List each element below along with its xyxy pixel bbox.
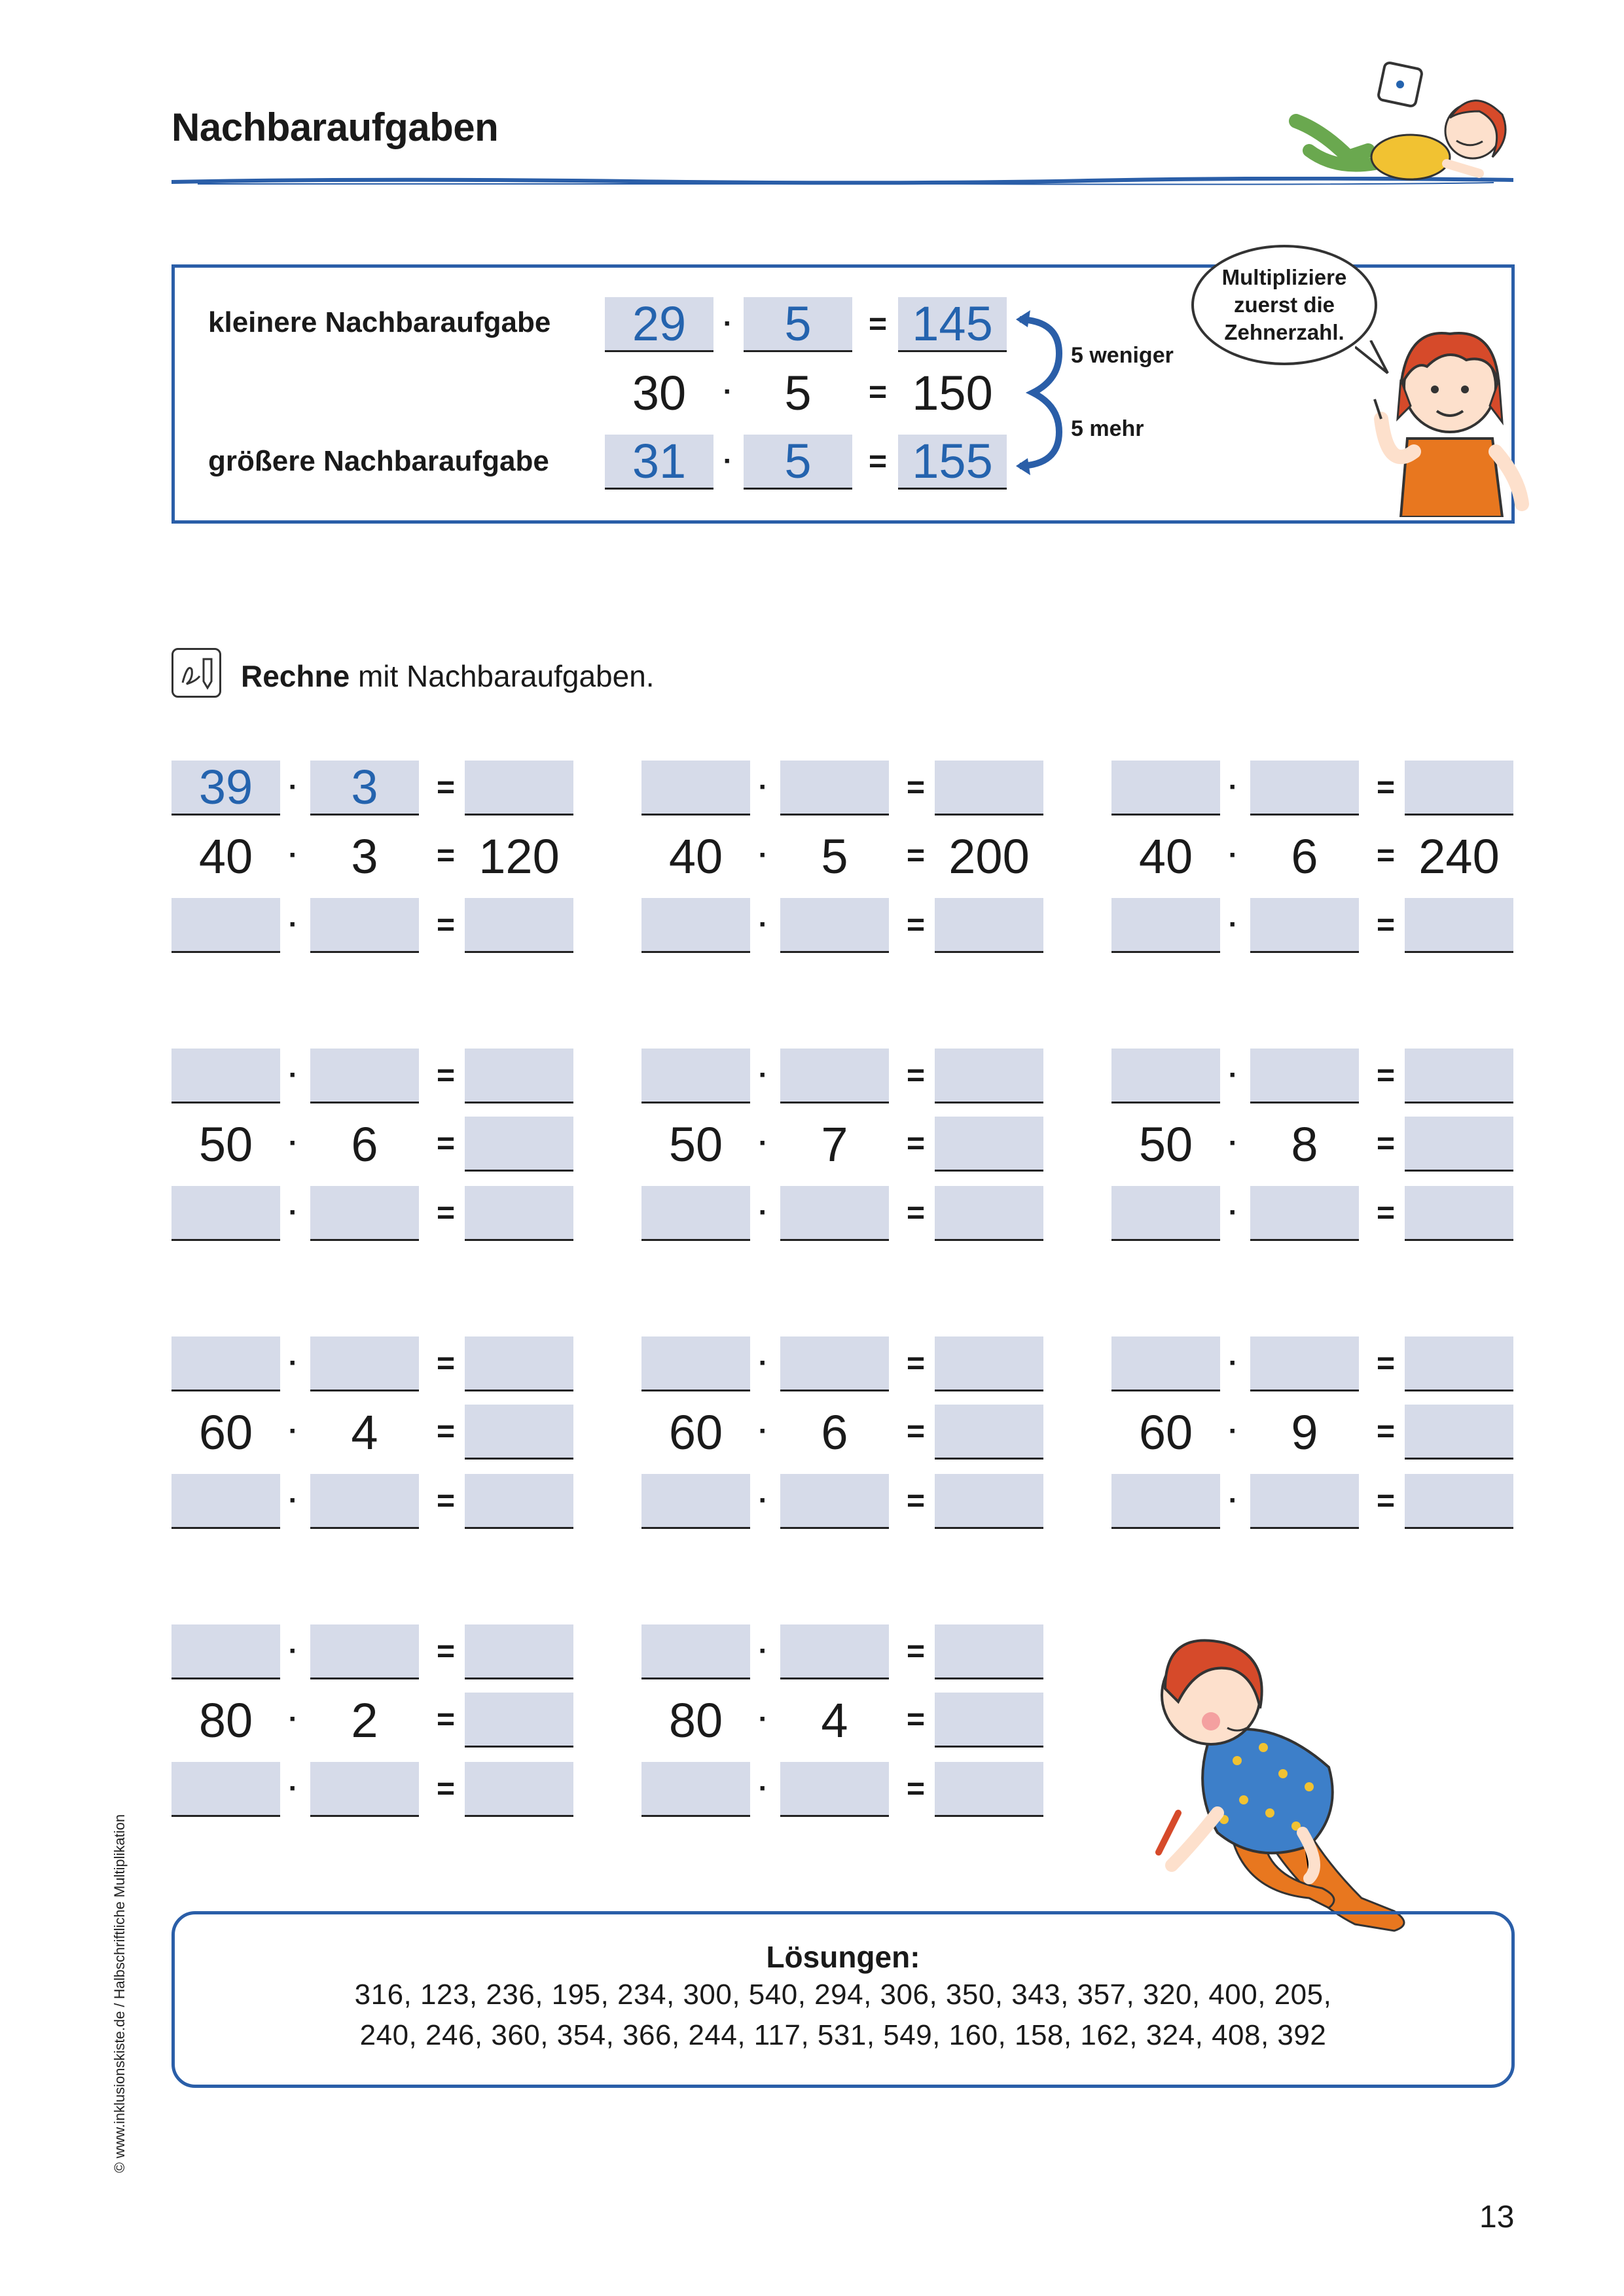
exercise-smaller-factor-1[interactable] [171,1336,280,1391]
multiply-sign: · [1228,1127,1238,1159]
exercise-main-factor-2: 3 [351,829,378,884]
exercise-main-result[interactable] [465,1405,573,1460]
multiply-sign: · [758,1059,768,1091]
exercise-smaller-result[interactable] [1405,1049,1513,1103]
pointing-girl-illustration [1362,308,1532,517]
exercise-smaller-factor-2[interactable]: 3 [310,761,419,816]
multiply-sign: · [288,1772,298,1804]
equals-sign: = [868,375,888,410]
exercise-smaller-result[interactable] [465,1624,573,1679]
equals-sign: = [436,1058,456,1093]
exercise-larger-factor-1[interactable] [641,1762,750,1817]
equals-sign: = [906,1414,926,1449]
equals-sign: = [906,1484,926,1518]
exercise-larger-factor-2[interactable] [780,898,889,953]
exercise-smaller-result[interactable] [935,1336,1043,1391]
equals-sign: = [1376,770,1396,805]
exercise-smaller-factor-2[interactable] [1250,761,1359,816]
exercise-main-factor-2: 8 [1291,1117,1318,1172]
exercise-larger-factor-2[interactable] [310,1474,419,1529]
exercise-smaller-factor-1[interactable] [641,761,750,816]
multiply-sign: · [1228,1196,1238,1229]
multiply-sign: · [758,1635,768,1667]
page-title: Nachbaraufgaben [171,105,499,149]
exercise-main-factor-2: 4 [821,1693,848,1748]
five-more-note: 5 mehr [1071,416,1144,441]
exercise-smaller-factor-2[interactable] [780,1336,889,1391]
equals-sign: = [1376,1346,1396,1381]
exercise-main-result[interactable] [1405,1405,1513,1460]
solutions-line-1: 316, 123, 236, 195, 234, 300, 540, 294, 306, 350, 343, 357, 320, 400, 205, [354,1979,1332,2011]
exercise-main-factor-1: 60 [198,1405,253,1460]
exercise-larger-factor-1[interactable] [171,1186,280,1241]
exercise-larger-factor-2[interactable] [310,1186,419,1241]
exercise-larger-result[interactable] [935,1186,1043,1241]
exercise-smaller-result[interactable] [935,1049,1043,1103]
exercise-main-result[interactable] [465,1693,573,1748]
page-number: 13 [1479,2200,1515,2234]
larger-neighbor-label: größere Nachbaraufgabe [208,445,549,477]
exercise-main-result: 240 [1418,829,1500,884]
exercise-main-factor-2: 6 [351,1117,378,1172]
exercise-smaller-factor-2[interactable] [310,1049,419,1103]
multiply-sign: · [758,1127,768,1159]
multiply-sign: · [1228,908,1238,941]
exercise-main-factor-1: 80 [668,1693,723,1748]
exercise-larger-result[interactable] [1405,898,1513,953]
exercise-larger-factor-1[interactable] [641,1186,750,1241]
multiply-sign: · [288,1635,298,1667]
equals-sign: = [1376,1058,1396,1093]
equals-sign: = [906,908,926,942]
equals-sign: = [906,1058,926,1093]
exercise-main-factor-2: 4 [351,1405,378,1460]
exercise-main-result: 120 [478,829,560,884]
exercise-larger-factor-1[interactable] [641,1474,750,1529]
exercise-larger-factor-1[interactable] [171,1762,280,1817]
example-larger-result: 155 [898,435,1007,490]
exercise-main-result[interactable] [935,1405,1043,1460]
equals-sign: = [436,1634,456,1669]
equals-sign: = [436,1484,456,1518]
exercise-main-factor-1: 40 [1138,829,1193,884]
multiply-sign: · [288,839,298,871]
speech-line: Multipliziere [1221,265,1347,289]
equals-sign: = [906,838,926,873]
exercise-larger-factor-1[interactable] [641,898,750,953]
multiply-sign: · [758,1196,768,1229]
exercise-main-result[interactable] [935,1117,1043,1172]
multiply-sign: · [758,1484,768,1516]
exercise-smaller-factor-1[interactable] [1111,1049,1220,1103]
multiply-sign: · [758,1703,768,1735]
exercise-larger-factor-2[interactable] [780,1186,889,1241]
exercise-larger-result[interactable] [465,1186,573,1241]
multiply-sign: · [288,1127,298,1159]
example-smaller-result: 145 [898,297,1007,352]
multiply-sign: · [723,308,733,340]
exercise-larger-result[interactable] [465,1474,573,1529]
exercise-larger-factor-2[interactable] [310,898,419,953]
exercise-main-factor-2: 7 [821,1117,848,1172]
equals-sign: = [1376,908,1396,942]
exercise-main-factor-2: 6 [1291,829,1318,884]
multiply-sign: · [288,1415,298,1447]
multiply-sign: · [1228,1059,1238,1091]
exercise-larger-factor-1[interactable] [171,1474,280,1529]
exercise-main-result[interactable] [465,1117,573,1172]
exercise-main-result: 200 [948,829,1030,884]
exercise-smaller-factor-1[interactable] [641,1049,750,1103]
equals-sign: = [906,1702,926,1737]
equals-sign: = [436,838,456,873]
multiply-sign: · [288,1484,298,1516]
exercise-smaller-factor-1[interactable] [641,1336,750,1391]
multiply-sign: · [758,839,768,871]
multiply-sign: · [288,1059,298,1091]
exercise-main-factor-1: 50 [198,1117,253,1172]
equals-sign: = [436,770,456,805]
exercise-main-factor-1: 60 [1138,1405,1193,1460]
task-instruction-bold: Rechne [241,659,350,693]
exercise-smaller-factor-1[interactable] [641,1624,750,1679]
exercise-main-factor-1: 40 [198,829,253,884]
exercise-main-result[interactable] [935,1693,1043,1748]
multiply-sign: · [1228,1347,1238,1379]
exercise-main-factor-1: 50 [668,1117,723,1172]
exercise-main-factor-1: 40 [668,829,723,884]
multiply-sign: · [723,445,733,477]
exercise-larger-result[interactable] [935,1474,1043,1529]
exercise-larger-result[interactable] [1405,1474,1513,1529]
solutions-box [171,1911,1515,2088]
task-instruction-rest: mit Nachbaraufgaben. [350,659,655,693]
exercise-main-factor-1: 60 [668,1405,723,1460]
speech-bubble [1191,245,1377,365]
equals-sign: = [906,1126,926,1161]
multiply-sign: · [288,1196,298,1229]
exercise-main-factor-2: 6 [821,1405,848,1460]
five-less-note: 5 weniger [1071,343,1174,368]
multiply-sign: · [758,1772,768,1804]
exercise-larger-factor-1[interactable] [1111,1186,1220,1241]
example-smaller-factor-2: 5 [744,297,852,352]
equals-sign: = [906,1634,926,1669]
exercise-smaller-factor-1[interactable]: 39 [171,761,280,816]
write-pencil-icon [171,648,221,698]
solutions-title: Lösungen: [766,1940,920,1974]
equals-sign: = [1376,1414,1396,1449]
exercise-smaller-factor-1[interactable] [171,1049,280,1103]
smaller-neighbor-label: kleinere Nachbaraufgabe [208,306,551,338]
exercise-larger-result[interactable] [935,898,1043,953]
exercise-larger-result[interactable] [935,1762,1043,1817]
equals-sign: = [436,1702,456,1737]
girl-with-die-illustration [1283,59,1519,190]
equals-sign: = [906,770,926,805]
exercise-smaller-factor-2[interactable] [1250,1049,1359,1103]
example-main-factor-2: 5 [784,365,812,420]
exercise-larger-factor-2[interactable] [1250,1186,1359,1241]
exercise-larger-result[interactable] [465,1762,573,1817]
exercise-smaller-factor-2[interactable] [310,1336,419,1391]
exercise-smaller-result[interactable] [935,1624,1043,1679]
multiply-sign: · [758,1347,768,1379]
exercise-smaller-result[interactable] [465,1049,573,1103]
equals-sign: = [906,1346,926,1381]
multiply-sign: · [1228,1415,1238,1447]
exercise-larger-factor-2[interactable] [1250,1474,1359,1529]
exercise-main-factor-1: 80 [198,1693,253,1748]
exercise-smaller-result[interactable] [465,1336,573,1391]
example-larger-factor-2: 5 [744,435,852,490]
equals-sign: = [1376,1196,1396,1230]
multiply-sign: · [288,908,298,941]
equals-sign: = [1376,838,1396,873]
exercise-larger-factor-2[interactable] [310,1762,419,1817]
equals-sign: = [906,1772,926,1806]
exercise-larger-result[interactable] [465,898,573,953]
multiply-sign: · [288,771,298,803]
multiply-sign: · [288,1703,298,1735]
multiply-sign: · [758,1415,768,1447]
equals-sign: = [436,1772,456,1806]
equals-sign: = [868,307,888,342]
exercise-larger-factor-1[interactable] [171,898,280,953]
exercise-smaller-factor-2[interactable] [310,1624,419,1679]
multiply-sign: · [1228,839,1238,871]
equals-sign: = [436,1346,456,1381]
task-instruction [241,658,655,694]
exercise-larger-result[interactable] [1405,1186,1513,1241]
exercise-smaller-result[interactable] [465,761,573,816]
speech-line: zuerst die [1233,293,1335,317]
exercise-larger-factor-2[interactable] [1250,898,1359,953]
exercise-smaller-factor-2[interactable] [780,1049,889,1103]
exercise-smaller-result[interactable] [1405,761,1513,816]
exercise-main-factor-2: 5 [821,829,848,884]
equals-sign: = [436,1196,456,1230]
multiply-sign: · [758,771,768,803]
multiply-sign: · [758,908,768,941]
exercise-smaller-result[interactable] [1405,1336,1513,1391]
exercise-smaller-factor-2[interactable] [780,1624,889,1679]
exercise-smaller-factor-1[interactable] [1111,1336,1220,1391]
example-larger-factor-1: 31 [605,435,713,490]
exercise-main-factor-2: 2 [351,1693,378,1748]
equals-sign: = [436,1126,456,1161]
example-main-factor-1: 30 [632,365,687,420]
multiply-sign: · [723,376,733,408]
difference-arrows-icon [1013,308,1072,478]
exercise-smaller-factor-2[interactable] [1250,1336,1359,1391]
exercise-main-factor-1: 50 [1138,1117,1193,1172]
equals-sign: = [868,444,888,479]
equals-sign: = [1376,1126,1396,1161]
exercise-smaller-result[interactable] [935,761,1043,816]
multiply-sign: · [1228,1484,1238,1516]
writing-child-illustration [1113,1617,1453,1944]
exercise-main-result[interactable] [1405,1117,1513,1172]
equals-sign: = [1376,1484,1396,1518]
exercise-larger-factor-2[interactable] [780,1474,889,1529]
exercise-larger-factor-1[interactable] [1111,898,1220,953]
copyright-note: © www.inklusionskiste.de / Halbschriftliche Multiplikation [111,1814,128,2173]
exercise-larger-factor-2[interactable] [780,1762,889,1817]
solutions-line-2: 240, 246, 360, 354, 366, 244, 117, 531, 549, 160, 158, 162, 324, 408, 392 [359,2019,1327,2051]
example-main-result: 150 [912,365,993,420]
exercise-smaller-factor-2[interactable] [780,761,889,816]
multiply-sign: · [1228,771,1238,803]
multiply-sign: · [288,1347,298,1379]
speech-line: Zehnerzahl. [1224,320,1344,344]
example-smaller-factor-1: 29 [605,297,713,352]
exercise-larger-factor-1[interactable] [1111,1474,1220,1529]
exercise-main-factor-2: 9 [1291,1405,1318,1460]
exercise-smaller-factor-1[interactable] [171,1624,280,1679]
exercise-smaller-factor-1[interactable] [1111,761,1220,816]
equals-sign: = [906,1196,926,1230]
equals-sign: = [436,1414,456,1449]
equals-sign: = [436,908,456,942]
